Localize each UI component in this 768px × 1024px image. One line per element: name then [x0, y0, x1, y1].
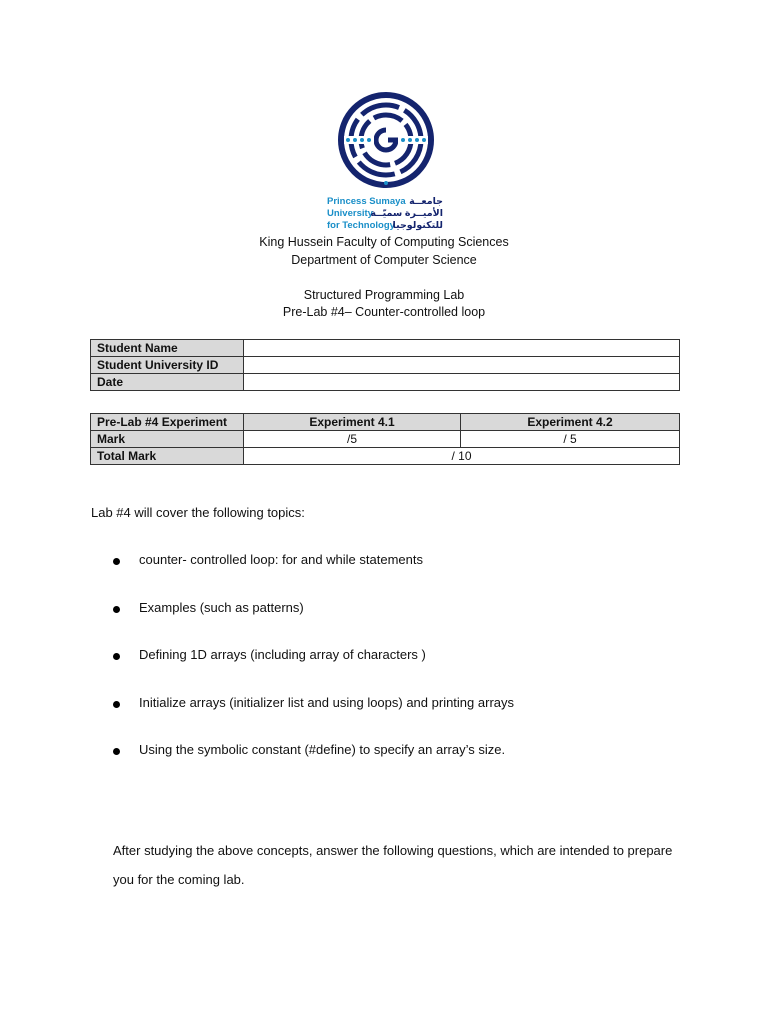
table-row [91, 431, 680, 448]
experiment-4-1-header: Experiment 4.1 [244, 414, 461, 431]
bullet-icon [113, 606, 120, 613]
bullet-icon [113, 748, 120, 755]
department-name: Department of Computer Science [291, 253, 477, 267]
date-label: Date [91, 374, 244, 391]
prelab-title: Pre-Lab #4– Counter-controlled loop [282, 305, 486, 319]
experiment-header: Pre-Lab #4 Experiment [91, 414, 244, 431]
student-name-field[interactable] [244, 340, 680, 357]
experiment-4-2-mark: / 5 [461, 431, 680, 448]
table-row [91, 357, 680, 374]
table-row [91, 414, 680, 431]
bullet-icon [113, 701, 120, 708]
table-row [91, 340, 680, 357]
document-page: Princess Sumaya University for Technology جامعــة الأميــرة سميّــة للتكنولوجيا King Hussein Faculty of Computing Sciences Department of Computer Science Structured Programming Lab Pre-Lab #4– Counter-controlled loop Student Name Student University ID Date Pre-Lab #4 Experiment Experiment 4.1 Experiment 4.2 Mark /5 / 5 Total Mark / 10 Lab #4 will cover the following topics: counter- controlled loop: for and while statements Examples (such as patterns) Defining 1D arrays (including array of characters ) Initialize arrays (initializer list and using loops) and printing arrays Using the symbolic constant (#define) to specify an array’s size. After studying the above concepts, answer the following questions, which are intended to prepare you for the coming lab. [0, 0, 768, 1024]
university-name-arabic: جامعــة الأميــرة سميّــة للتكنولوجيا [370, 196, 443, 231]
faculty-name: King Hussein Faculty of Computing Sciences [259, 235, 509, 249]
total-mark-label: Total Mark [91, 448, 244, 465]
psut-logo-icon [336, 90, 436, 190]
closing-paragraph: After studying the above concepts, answer the following questions, which are intended to prepare you for the coming lab. [113, 843, 673, 887]
course-name: Structured Programming Lab [303, 288, 465, 302]
university-name-english: Princess Sumaya University for Technology [327, 196, 406, 231]
topics-intro: Lab #4 will cover the following topics: [91, 505, 305, 520]
marks-table [90, 413, 680, 465]
bullet-icon [113, 558, 120, 565]
student-id-label: Student University ID [91, 357, 244, 374]
mark-label: Mark [91, 431, 244, 448]
student-id-field[interactable] [244, 357, 680, 374]
table-row [91, 448, 680, 465]
total-mark-value: / 10 [244, 448, 680, 465]
student-info-table [90, 339, 680, 391]
university-name [327, 196, 447, 236]
bullet-icon [113, 653, 120, 660]
student-name-label: Student Name [91, 340, 244, 357]
experiment-4-2-header: Experiment 4.2 [461, 414, 680, 431]
table-row [91, 374, 680, 391]
date-field[interactable] [244, 374, 680, 391]
university-logo [336, 90, 436, 190]
experiment-4-1-mark: /5 [244, 431, 461, 448]
